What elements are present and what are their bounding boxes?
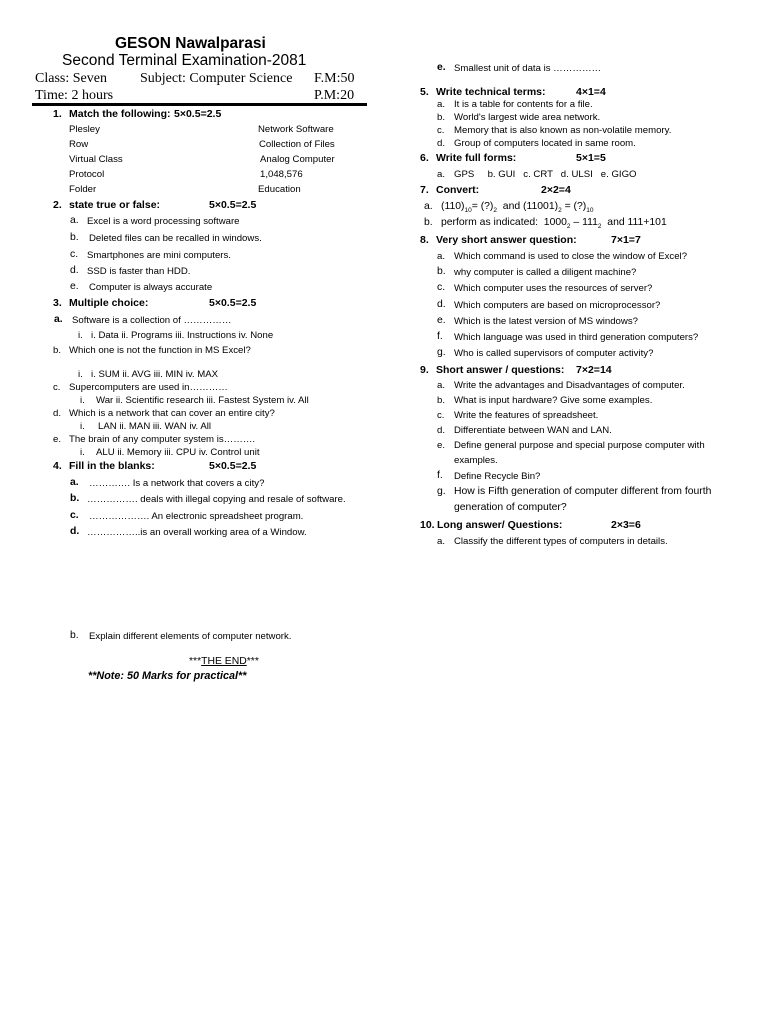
term-definition: World's largest wide area network.: [454, 112, 601, 123]
q7-number: 7.: [420, 184, 429, 196]
fill-blank-sentence: ……………. deals with illegal copying and resale of software.: [87, 494, 346, 505]
option-label: i.: [80, 395, 85, 406]
item-label: b.: [437, 266, 446, 277]
q7-marks: 2×2=4: [541, 184, 571, 196]
option-label: i.: [80, 447, 85, 458]
item-label: e.: [437, 62, 446, 73]
fill-blank-sentence: ……………..is an overall working area of a Window.: [87, 527, 307, 538]
binary-arithmetic-question: perform as indicated: $1000_2 - 111_2$ and 111+101: [441, 217, 667, 231]
match-right-item: Education: [258, 184, 301, 195]
item-label: c.: [53, 382, 61, 393]
item-label: d.: [53, 408, 62, 419]
term-definition: Group of computers located in same room.: [454, 138, 636, 149]
item-label: c.: [437, 125, 445, 136]
q8-marks: 7×1=7: [611, 234, 641, 246]
fill-blank-sentence: ………………. An electronic spreadsheet program.: [89, 511, 304, 522]
q5-marks: 4×1=4: [576, 86, 606, 98]
match-right-item: Network Software: [258, 124, 334, 135]
short-question: Which computers are based on microprocessor?: [454, 300, 661, 311]
q9-marks: 7×2=14: [576, 364, 612, 376]
short-question: Who is called supervisors of computer activity?: [454, 348, 654, 359]
short-question: Which is the latest version of MS windows?: [454, 316, 638, 327]
match-right-item: Collection of Files: [259, 139, 335, 150]
q2-number: 2.: [53, 199, 62, 211]
item-label: b.: [70, 493, 80, 504]
term-definition: It is a table for contents for a file.: [454, 99, 593, 110]
q7-title: Convert:: [436, 184, 480, 196]
q9-title: Short answer / questions:: [436, 364, 565, 376]
long-question: Explain different elements of computer network.: [89, 631, 292, 642]
q2-statement: Computer is always accurate: [89, 282, 213, 293]
q3-title: Multiple choice:: [69, 297, 149, 309]
short-answer-question: How is Fifth generation of computer different from fourth: [454, 486, 712, 497]
mcq-options: LAN ii. MAN iii. WAN iv. All: [98, 421, 212, 432]
q6-marks: 5×1=5: [576, 152, 606, 164]
item-label: a.: [70, 477, 79, 488]
short-question: Which command is used to close the window of Excel?: [454, 251, 688, 262]
short-answer-question-cont: examples.: [454, 455, 498, 466]
q1-number: 1.: [53, 108, 62, 120]
end-stars: ***: [189, 656, 202, 667]
q10-number: 10.: [420, 519, 435, 531]
item-label: e.: [53, 434, 62, 445]
end-marker: [189, 656, 259, 667]
q4-title: Fill in the blanks:: [69, 460, 155, 472]
q2-statement: Excel is a word processing software: [87, 216, 240, 227]
mcq-question: Which one is not the function in MS Excel?: [69, 345, 251, 356]
time-label: Time: 2 hours: [35, 88, 114, 103]
q3-number: 3.: [53, 297, 62, 309]
exam-title: Second Terminal Examination-2081: [62, 52, 307, 69]
short-answer-question: Write the advantages and Disadvantages of computer.: [454, 380, 685, 391]
mcq-question: Which is a network that can cover an entire city?: [69, 408, 275, 419]
class-label: Class: Seven: [35, 71, 107, 86]
conversion-question: $(110)_{10}=$ $(?)_2$ and $(11001)_2$ = $(?)_{10}$: [441, 201, 594, 215]
mcq-options: i. Data ii. Programs iii. Instructions iv. None: [91, 330, 274, 341]
q1-title: Match the following:: [69, 108, 171, 120]
item-label: d.: [437, 425, 446, 436]
fill-blank-sentence: …………. Is a network that covers a city?: [89, 478, 265, 489]
item-label: g.: [437, 347, 446, 358]
match-left-item: Virtual Class: [69, 154, 123, 165]
q6-title: Write full forms:: [436, 152, 517, 164]
short-question: Which language was used in third generation computers?: [454, 332, 699, 343]
short-answer-question: Write the features of spreadsheet.: [454, 410, 599, 421]
item-label: a.: [70, 215, 79, 226]
match-left-item: Row: [69, 139, 89, 150]
item-label: b.: [424, 217, 433, 228]
item-label: e.: [437, 440, 446, 451]
item-label: d.: [70, 526, 80, 537]
item-label: g.: [437, 486, 446, 497]
item-label: e.: [437, 315, 446, 326]
mcq-question: The brain of any computer system is……….: [69, 434, 256, 445]
q5-number: 5.: [420, 86, 429, 98]
item-label: b.: [437, 395, 446, 406]
q2-title: state true or false:: [69, 199, 161, 211]
mcq-options: i. SUM ii. AVG iii. MIN iv. MAX: [91, 369, 219, 380]
q2-marks: 5×0.5=2.5: [209, 199, 257, 211]
school-name: GESON Nawalparasi: [115, 35, 266, 52]
end-stars: ***: [246, 656, 259, 667]
q8-title: Very short answer question:: [436, 234, 577, 246]
short-answer-question: Define Recycle Bin?: [454, 471, 541, 482]
item-label: a.: [437, 99, 446, 110]
header-rule: [32, 103, 367, 106]
q2-statement: SSD is faster than HDD.: [87, 266, 191, 277]
full-marks: F.M:50: [314, 71, 355, 86]
mcq-options: ALU ii. Memory iii. CPU iv. Control unit: [96, 447, 260, 458]
q2-statement: Deleted files can be recalled in windows.: [89, 233, 262, 244]
item-label: a.: [54, 314, 63, 325]
practical-note: **Note: 50 Marks for practical**: [88, 670, 247, 682]
q5-title: Write technical terms:: [436, 86, 546, 98]
item-label: f.: [437, 331, 443, 342]
item-label: b.: [53, 345, 62, 356]
option-label: i.: [80, 421, 85, 432]
item-label: a.: [437, 251, 446, 262]
subject-label: Subject: Computer Science: [140, 71, 293, 86]
q8-number: 8.: [420, 234, 429, 246]
pass-marks: P.M:20: [314, 88, 355, 103]
end-text: THE END: [201, 656, 247, 667]
q2-statement: Smartphones are mini computers.: [87, 250, 231, 261]
item-label: a.: [437, 536, 446, 547]
short-question: why computer is called a diligent machine?: [454, 267, 637, 278]
short-answer-question: What is input hardware? Give some examples.: [454, 395, 653, 406]
item-label: b.: [437, 112, 446, 123]
item-label: a.: [437, 380, 446, 391]
q6-number: 6.: [420, 152, 429, 164]
item-label: d.: [70, 265, 79, 276]
option-label: i.: [78, 330, 83, 341]
q9-number: 9.: [420, 364, 429, 376]
match-left-item: Plesley: [69, 124, 100, 135]
q4-marks: 5×0.5=2.5: [209, 460, 257, 472]
q10-title: Long answer/ Questions:: [437, 519, 563, 531]
item-label: b.: [70, 232, 79, 243]
item-label: c.: [70, 249, 79, 260]
fill-blank-sentence: Smallest unit of data is ……………: [454, 63, 602, 74]
full-forms-list: GPS b. GUI c. CRT d. ULSI e. GIGO: [454, 169, 637, 180]
short-question: Which computer uses the resources of server?: [454, 283, 653, 294]
q4-number: 4.: [53, 460, 62, 472]
item-label: e.: [70, 281, 79, 292]
item-label: c.: [437, 410, 445, 421]
mcq-question: Supercomputers are used in…………: [69, 382, 228, 393]
mcq-question: Software is a collection of ……………: [72, 315, 232, 326]
q10-marks: 2×3=6: [611, 519, 641, 531]
q3-marks: 5×0.5=2.5: [209, 297, 257, 309]
item-label: d.: [437, 138, 446, 149]
item-label: c.: [70, 510, 79, 521]
item-label: a.: [424, 201, 433, 212]
item-label: c.: [437, 282, 446, 293]
term-definition: Memory that is also known as non-volatile memory.: [454, 125, 672, 136]
match-right-item: Analog Computer: [260, 154, 335, 165]
long-question: Classify the different types of computers in details.: [454, 536, 668, 547]
item-label: a.: [437, 169, 446, 180]
item-label: f.: [437, 470, 443, 481]
short-answer-question: Differentiate between WAN and LAN.: [454, 425, 612, 436]
match-left-item: Folder: [69, 184, 97, 195]
short-answer-question-cont: generation of computer?: [454, 502, 567, 513]
option-label: i.: [78, 369, 83, 380]
item-label: b.: [70, 630, 79, 641]
match-left-item: Protocol: [69, 169, 105, 180]
item-label: d.: [437, 299, 446, 310]
short-answer-question: Define general purpose and special purpose computer with: [454, 440, 705, 451]
mcq-options: War ii. Scientific research iii. Fastest System iv. All: [96, 395, 309, 406]
match-right-item: 1,048,576: [260, 169, 303, 180]
q1-marks: 5×0.5=2.5: [174, 108, 222, 120]
